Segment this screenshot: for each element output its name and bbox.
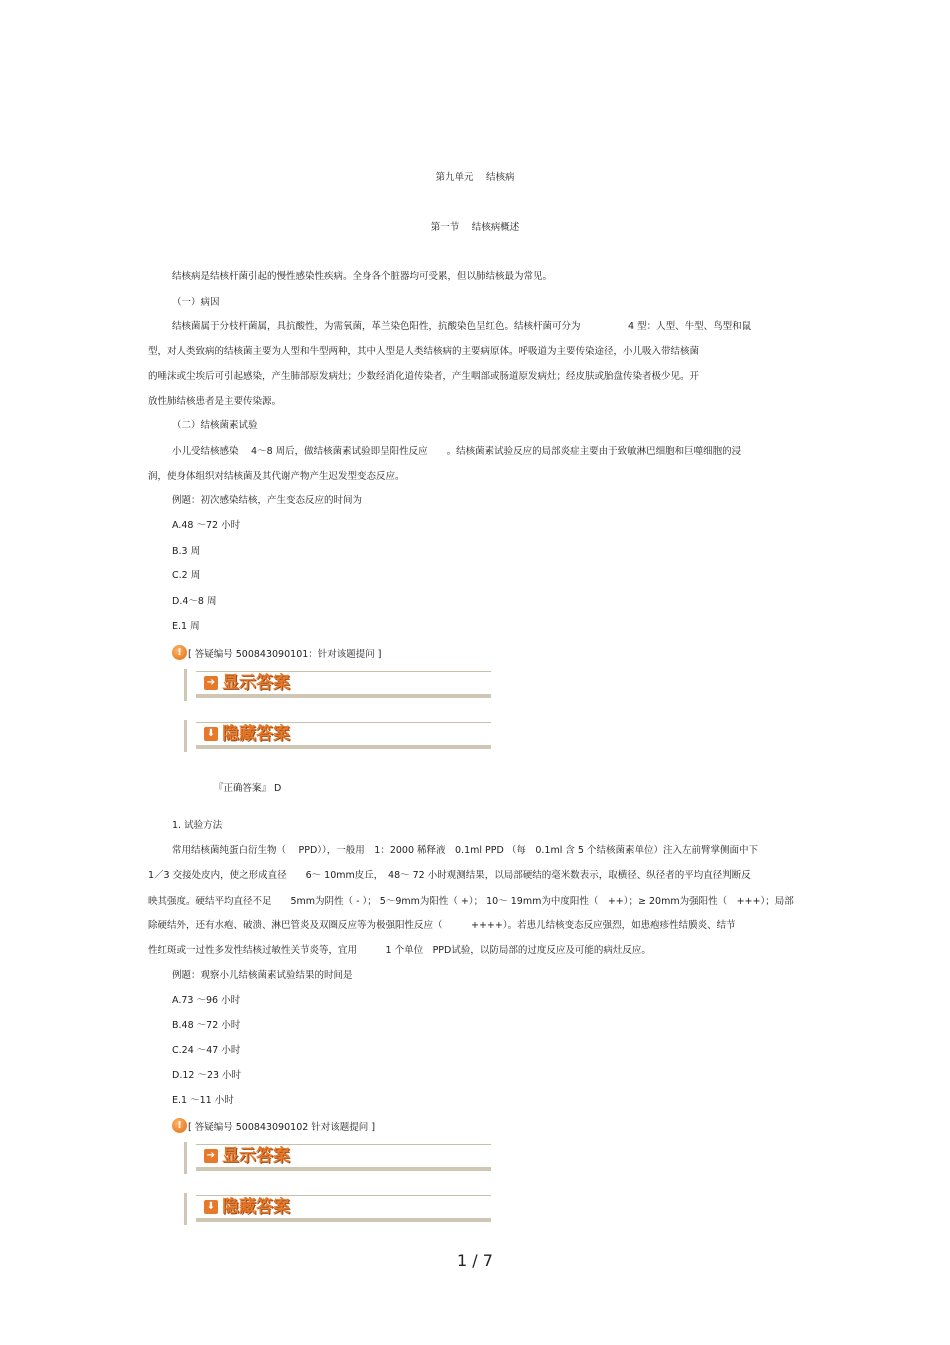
q1-option: E.1 周 [172, 621, 200, 632]
method-line: 常用结核菌纯蛋白衍生物（ PPD）），一般用 1：2000 稀释液 0.1ml PPD （每 0.1ml 含 5 个结核菌素单位）注入左前臂掌侧面中下 [172, 845, 758, 856]
q1-show-answer-button[interactable] [184, 667, 491, 703]
q1-option: A.48 ～72 小时 [172, 520, 241, 531]
q2-option: C.24 ～47 小时 [172, 1045, 241, 1056]
method-line: 除硬结外，还有水疱、破溃、淋巴管炎及双圈反应等为极强阳性反应（ ++++）。若患儿结核变态反应强烈，如患疱疹性结膜炎、结节 [148, 920, 736, 931]
arrow-down-icon: ⬇ [204, 1200, 218, 1214]
question-mark-icon: ! [172, 645, 187, 660]
q1-stem: 例题：初次感染结核，产生变态反应的时间为 [172, 495, 363, 506]
tuberculin-heading: （二）结核菌素试验 [172, 420, 258, 431]
cause-heading: （一）病因 [172, 297, 220, 308]
intro-paragraph: 结核病是结核杆菌引起的慢性感染性疾病。全身各个脏器均可受累，但以肺结核最为常见。 [172, 271, 553, 282]
arrow-right-icon: ➔ [204, 676, 218, 690]
question-mark-icon: ! [172, 1118, 187, 1133]
q2-hide-answer-button[interactable] [184, 1191, 491, 1227]
tuberculin-line: 润，使身体组织对结核菌及其代谢产物产生迟发型变态反应。 [148, 471, 405, 482]
unit-title: 第九单元 结核病 [435, 172, 515, 183]
q1-option: C.2 周 [172, 570, 201, 581]
method-line: 映其强度。硬结平均直径不足 5mm为阴性（ - ）； 5～9mm为阳性（ +）； 10～ 19mm为中度阳性（ ++）；≥ 20mm为强阳性（ +++）；局部 [148, 896, 794, 907]
q2-option: E.1 ～11 小时 [172, 1095, 234, 1106]
q1-correct-answer: 『正确答案』 D [214, 783, 282, 794]
q1-ref-link[interactable]: [ 答疑编号 500843090101：针对该题提问 ] [188, 649, 382, 660]
arrow-down-icon: ⬇ [204, 727, 218, 741]
q1-option: D.4～8 周 [172, 596, 217, 607]
cause-line: 结核菌属于分枝杆菌属，具抗酸性，为需氧菌，革兰染色阳性，抗酸染色呈红色。结核杆菌可分为 4 型：人型、牛型、鸟型和鼠 [172, 321, 752, 332]
tuberculin-line: 小儿受结核感染 4～8 周后，做结核菌素试验即呈阳性反应 。结核菌素试验反应的局部炎症主要由于致敏淋巴细胞和巨噬细胞的浸 [172, 446, 742, 457]
cause-line: 的唾沫或尘埃后可引起感染，产生肺部原发病灶；少数经消化道传染者，产生咽部或肠道原发病灶；经皮肤或胎盘传染者极少见。开 [148, 371, 700, 382]
method-line: 性红斑或一过性多发性结核过敏性关节炎等，宜用 1 个单位 PPD试验，以防局部的过度反应及可能的病灶反应。 [148, 945, 651, 956]
hide-answer-label: 隐藏答案 [222, 1197, 290, 1217]
q2-stem: 例题：观察小儿结核菌素试验结果的时间是 [172, 970, 353, 981]
q2-show-answer-button[interactable] [184, 1140, 491, 1176]
arrow-right-icon: ➔ [204, 1149, 218, 1163]
q1-option: B.3 周 [172, 546, 201, 557]
q2-option: D.12 ～23 小时 [172, 1070, 242, 1081]
hide-answer-label: 隐藏答案 [222, 724, 290, 744]
section-title: 第一节 结核病概述 [430, 222, 520, 233]
q2-option: B.48 ～72 小时 [172, 1020, 241, 1031]
cause-line: 型，对人类致病的结核菌主要为人型和牛型两种，其中人型是人类结核病的主要病原体。呼吸道为主要传染途径，小儿吸入带结核菌 [148, 346, 700, 357]
show-answer-label: 显示答案 [222, 673, 290, 693]
cause-line: 放性肺结核患者是主要传染源。 [148, 396, 282, 407]
page-indicator: 1 / 7 [457, 1251, 493, 1270]
show-answer-label: 显示答案 [222, 1146, 290, 1166]
q1-hide-answer-button[interactable] [184, 718, 491, 754]
q2-option: A.73 ～96 小时 [172, 995, 241, 1006]
q2-ref-link[interactable]: [ 答疑编号 500843090102 针对该题提问 ] [188, 1122, 376, 1133]
method-heading: 1. 试验方法 [172, 820, 223, 831]
method-line: 1／3 交接处皮内，使之形成直径 6～ 10mm皮丘， 48～ 72 小时观测结果，以局部硬结的毫米数表示，取横径、纵径者的平均直径判断反 [148, 870, 751, 881]
